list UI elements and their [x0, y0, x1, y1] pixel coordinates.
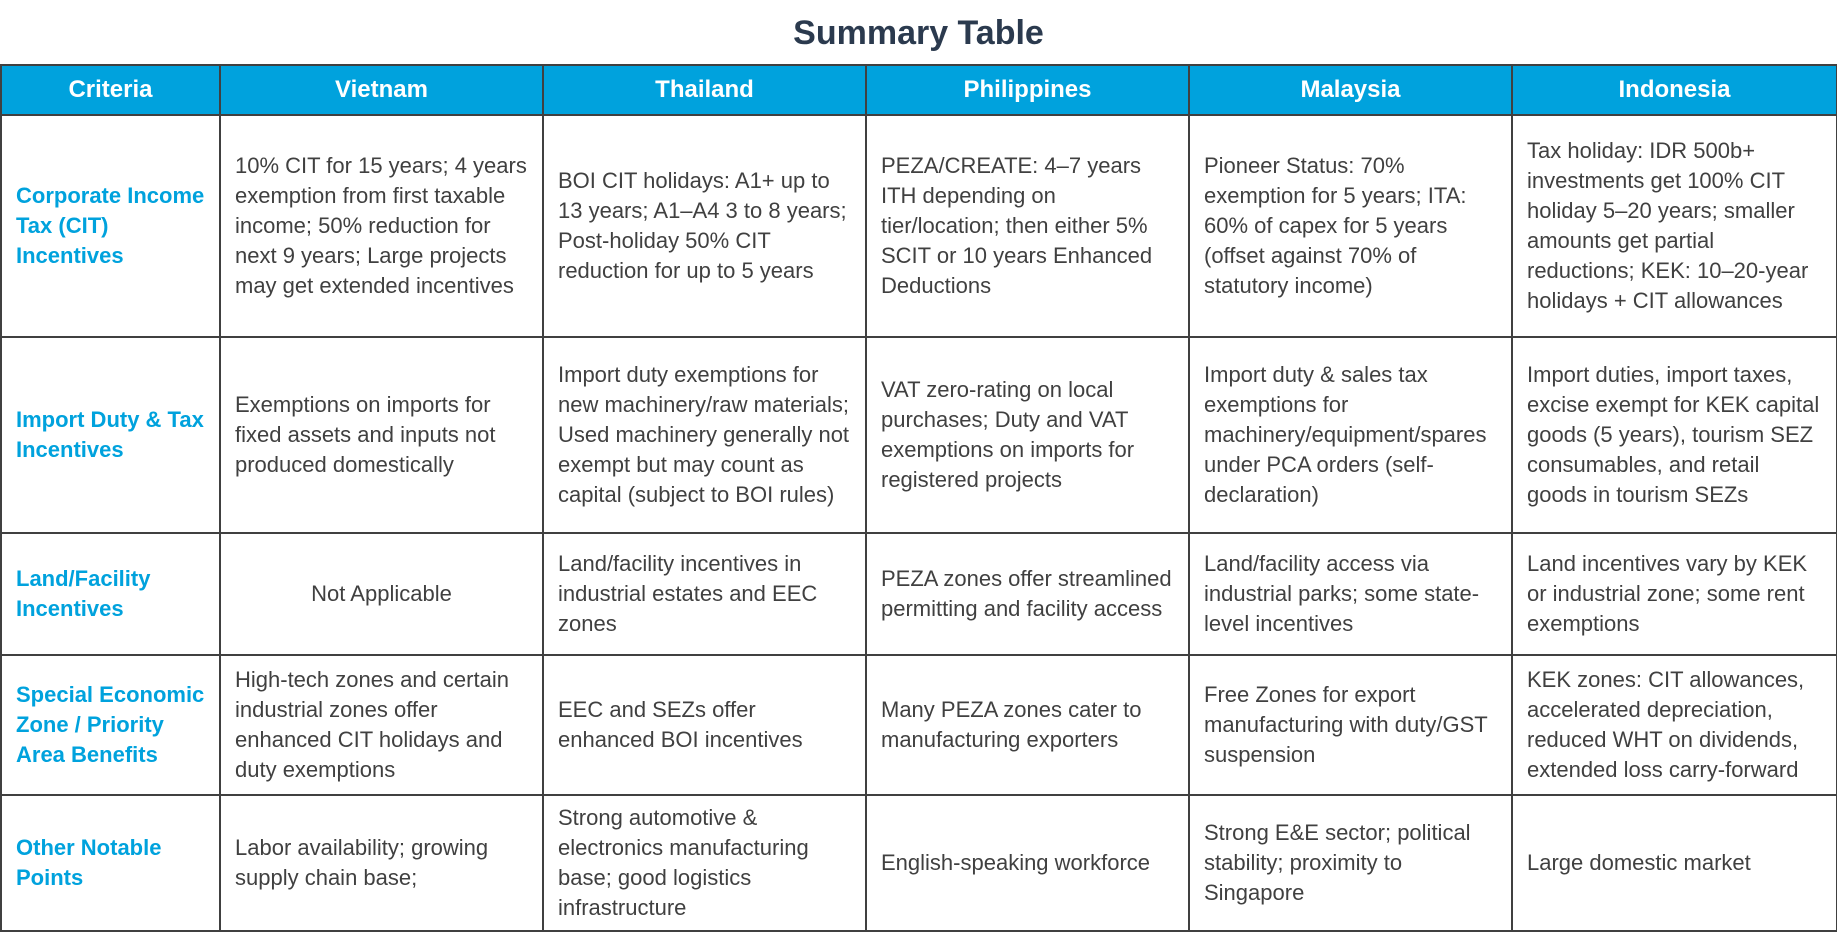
malaysia-cell: Pioneer Status: 70% exemption for 5 years; ITA: 60% of capex for 5 years (offset against 70% of statutory income) [1189, 115, 1512, 337]
header-vietnam: Vietnam [220, 65, 543, 115]
criteria-cell: Other Notable Points [1, 795, 220, 931]
table-row [1, 655, 1837, 795]
summary-table [0, 64, 1837, 932]
header-indonesia: Indonesia [1512, 65, 1837, 115]
philippines-cell: Many PEZA zones cater to manufacturing exporters [866, 655, 1189, 795]
indonesia-cell: Import duties, import taxes, excise exempt for KEK capital goods (5 years), tourism SEZ consumables, and retail goods in tourism SEZs [1512, 337, 1837, 533]
criteria-cell: Corporate Income Tax (CIT) Incentives [1, 115, 220, 337]
table-row [1, 533, 1837, 655]
criteria-cell: Special Economic Zone / Priority Area Benefits [1, 655, 220, 795]
philippines-cell: PEZA zones offer streamlined permitting and facility access [866, 533, 1189, 655]
header-thailand: Thailand [543, 65, 866, 115]
indonesia-cell: Land incentives vary by KEK or industrial zone; some rent exemptions [1512, 533, 1837, 655]
philippines-cell: VAT zero-rating on local purchases; Duty and VAT exemptions on imports for registered projects [866, 337, 1189, 533]
header-row [1, 65, 1837, 115]
philippines-cell: PEZA/CREATE: 4–7 years ITH depending on tier/location; then either 5% SCIT or 10 years Enhanced Deductions [866, 115, 1189, 337]
philippines-cell: English-speaking workforce [866, 795, 1189, 931]
table-row [1, 337, 1837, 533]
header-criteria: Criteria [1, 65, 220, 115]
malaysia-cell: Import duty & sales tax exemptions for machinery/equipment/spares under PCA orders (self-declaration) [1189, 337, 1512, 533]
indonesia-cell: Tax holiday: IDR 500b+ investments get 100% CIT holiday 5–20 years; smaller amounts get partial reductions; KEK: 10–20-year holidays + CIT allowances [1512, 115, 1837, 337]
table-row [1, 795, 1837, 931]
vietnam-cell: Exemptions on imports for fixed assets and inputs not produced domestically [220, 337, 543, 533]
vietnam-cell: Labor availability; growing supply chain base; [220, 795, 543, 931]
thailand-cell: EEC and SEZs offer enhanced BOI incentives [543, 655, 866, 795]
header-malaysia: Malaysia [1189, 65, 1512, 115]
indonesia-cell: Large domestic market [1512, 795, 1837, 931]
thailand-cell: BOI CIT holidays: A1+ up to 13 years; A1–A4 3 to 8 years; Post-holiday 50% CIT reduction for up to 5 years [543, 115, 866, 337]
thailand-cell: Land/facility incentives in industrial estates and EEC zones [543, 533, 866, 655]
criteria-cell: Import Duty & Tax Incentives [1, 337, 220, 533]
vietnam-cell: 10% CIT for 15 years; 4 years exemption from first taxable income; 50% reduction for next 9 years; Large projects may get extended incentives [220, 115, 543, 337]
vietnam-cell: High-tech zones and certain industrial zones offer enhanced CIT holidays and duty exemptions [220, 655, 543, 795]
malaysia-cell: Strong E&E sector; political stability; proximity to Singapore [1189, 795, 1512, 931]
indonesia-cell: KEK zones: CIT allowances, accelerated depreciation, reduced WHT on dividends, extended loss carry-forward [1512, 655, 1837, 795]
malaysia-cell: Land/facility access via industrial parks; some state-level incentives [1189, 533, 1512, 655]
table-row [1, 115, 1837, 337]
thailand-cell: Strong automotive & electronics manufacturing base; good logistics infrastructure [543, 795, 866, 931]
criteria-cell: Land/Facility Incentives [1, 533, 220, 655]
header-philippines: Philippines [866, 65, 1189, 115]
malaysia-cell: Free Zones for export manufacturing with duty/GST suspension [1189, 655, 1512, 795]
thailand-cell: Import duty exemptions for new machinery/raw materials; Used machinery generally not exempt but may count as capital (subject to BOI rules) [543, 337, 866, 533]
page-title: Summary Table [793, 14, 1044, 52]
vietnam-cell: Not Applicable [220, 533, 543, 655]
